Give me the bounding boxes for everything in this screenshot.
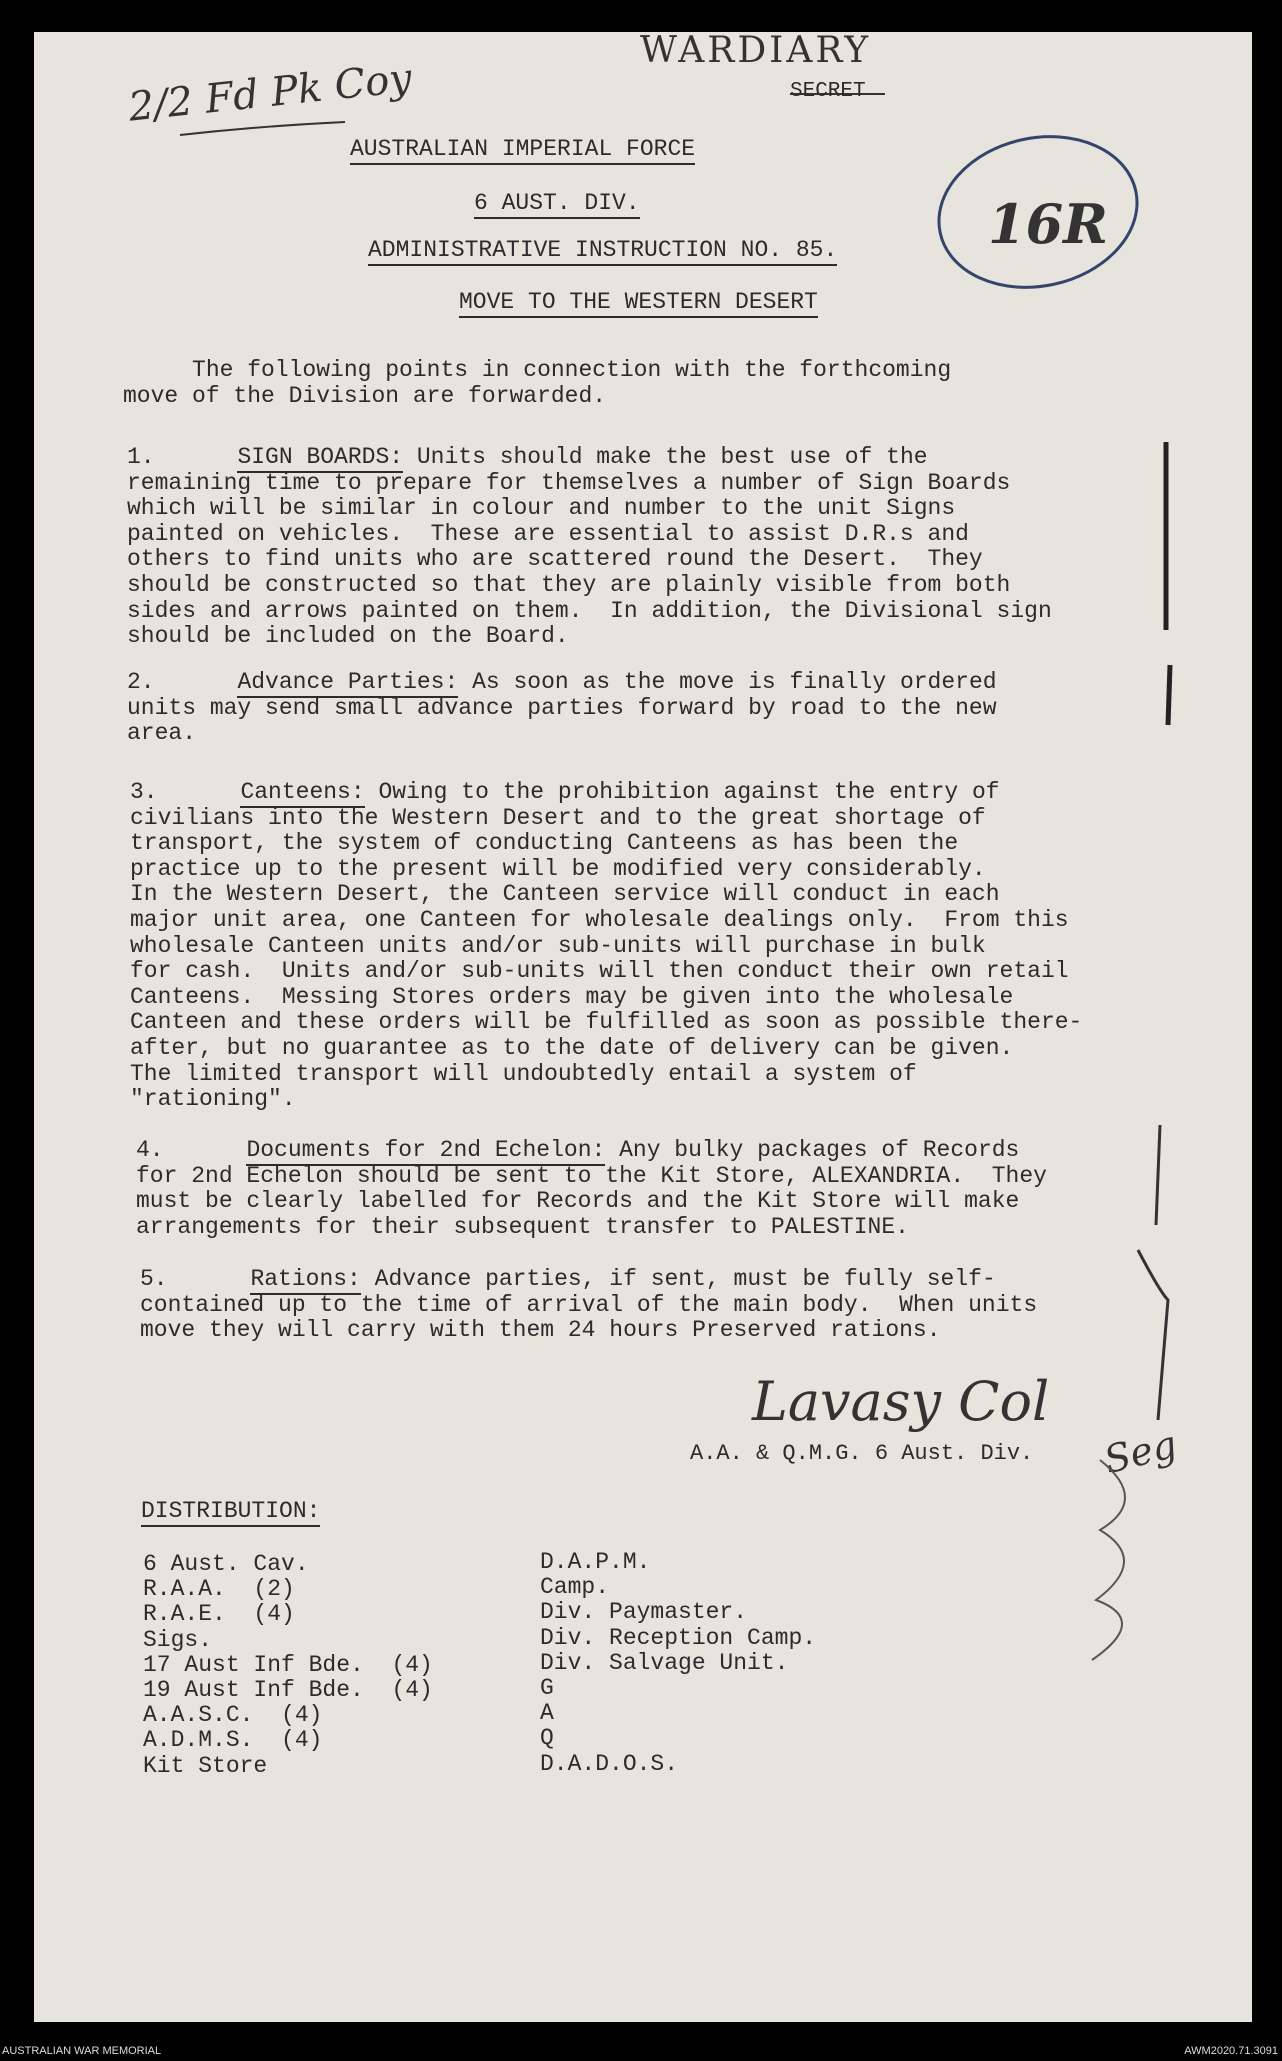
paragraph-heading: Advance Parties:	[237, 669, 458, 698]
paragraph-heading: SIGN BOARDS:	[237, 444, 403, 473]
paragraph-line: practice up to the present will be modified very considerably.	[130, 855, 986, 882]
paragraph-line: for cash. Units and/or sub-units will then conduct their own retail	[130, 958, 1069, 985]
handwritten-unit: 2/2 Fd Pk Coy	[126, 55, 414, 131]
paragraph-line: area.	[127, 720, 197, 747]
classification-label: SECRET	[790, 80, 866, 103]
distribution-item: A.A.S.C. (4)	[143, 1702, 323, 1729]
intro-paragraph	[123, 358, 1183, 409]
handwritten-war-diary: WARDIARY	[640, 30, 872, 71]
paragraph-heading: Documents for 2nd Echelon:	[246, 1137, 605, 1166]
distribution-item: A.D.M.S. (4)	[143, 1727, 323, 1754]
distribution-item: Kit Store	[143, 1752, 268, 1779]
distribution-item: D.A.D.O.S.	[540, 1750, 679, 1777]
distribution-item: Camp.	[540, 1574, 610, 1601]
paragraph-first-line: Any bulky packages of Records	[605, 1137, 1020, 1163]
distribution-item: Div. Salvage Unit.	[540, 1649, 789, 1676]
paragraph-line: arrangements for their subsequent transfer to PALESTINE.	[136, 1213, 909, 1240]
intro-line: The following points in connection with the forthcoming	[123, 357, 952, 383]
paragraph-line: units may send small advance parties forward by road to the new	[127, 694, 997, 721]
signatory-block: A.A. & Q.M.G. 6 Aust. Div.	[690, 1441, 1034, 1466]
paragraph-number: 4.	[136, 1137, 164, 1163]
distribution-item: Q	[540, 1725, 554, 1752]
paragraph-line: The limited transport will undoubtedly entail a system of	[130, 1060, 917, 1087]
paragraph-line: wholesale Canteen units and/or sub-units will purchase in bulk	[130, 932, 986, 959]
paragraph-first-line: Owing to the prohibition against the entry of	[364, 779, 1000, 805]
header-line-2: 6 AUST. DIV.	[474, 190, 640, 219]
distribution-item: Div. Paymaster.	[540, 1599, 748, 1626]
paragraph-line: sides and arrows painted on them. In addition, the Divisional sign	[127, 597, 1052, 624]
paragraph-number: 2.	[127, 669, 155, 695]
paragraph-line: "rationing".	[130, 1086, 296, 1113]
unit-underline	[180, 122, 345, 135]
paragraph-line: after, but no guarantee as to the date of delivery can be given.	[130, 1034, 1014, 1061]
paragraph-line: major unit area, one Canteen for wholesale dealings only. From this	[130, 906, 1069, 933]
paragraph-heading: Canteens:	[240, 779, 364, 808]
paragraph-line: should be included on the Board.	[127, 623, 569, 650]
handwritten-folio-number: 16R	[988, 192, 1109, 256]
paragraph-line: remaining time to prepare for themselves a number of Sign Boards	[127, 469, 1011, 496]
distribution-item: G	[540, 1675, 554, 1702]
header-line-1: AUSTRALIAN IMPERIAL FORCE	[350, 136, 695, 165]
handwritten-initials: Seg	[1099, 1421, 1182, 1483]
paragraph-line: civilians into the Western Desert and to the great shortage of	[130, 804, 986, 831]
paragraph-4	[136, 1138, 1196, 1240]
paragraph-line: painted on vehicles. These are essential to assist D.R.s and	[127, 520, 969, 547]
paragraph-line: Canteen and these orders will be fulfilled as soon as possible there-	[130, 1009, 1083, 1036]
paragraph-line: transport, the system of conducting Canteens as has been the	[130, 830, 959, 857]
paragraph-heading: Rations:	[250, 1266, 360, 1295]
paragraph-line: which will be similar in colour and number to the unit Signs	[127, 495, 956, 522]
distribution-item: R.A.E. (4)	[143, 1601, 295, 1628]
paragraph-line: others to find units who are scattered round the Desert. They	[127, 546, 983, 573]
paragraph-3	[130, 780, 1190, 1113]
footer-accession-number: AWM2020.71.3091	[1184, 2045, 1278, 2057]
footer-credit: AUSTRALIAN WAR MEMORIAL	[2, 2045, 162, 2057]
distribution-item: A	[540, 1700, 554, 1727]
paragraph-line: should be constructed so that they are plainly visible from both	[127, 571, 1011, 598]
paragraph-line: must be clearly labelled for Records and the Kit Store will make	[136, 1188, 1020, 1215]
paragraph-first-line: As soon as the move is finally ordered	[458, 669, 997, 695]
paragraph-number: 5.	[140, 1266, 168, 1292]
distribution-item: 19 Aust Inf Bde. (4)	[143, 1677, 433, 1704]
paragraph-line: move they will carry with them 24 hours Preserved rations.	[140, 1317, 941, 1344]
paragraph-5	[140, 1267, 1200, 1344]
distribution-item: 6 Aust. Cav.	[143, 1551, 309, 1577]
distribution-item: Sigs.	[143, 1626, 213, 1653]
distribution-list-right	[540, 1550, 816, 1777]
paragraph-line: for 2nd Echelon should be sent to the Kit Store, ALEXANDRIA. They	[136, 1162, 1047, 1189]
paragraph-1	[127, 445, 1187, 650]
paragraph-line: Canteens. Messing Stores orders may be given into the wholesale	[130, 983, 1014, 1010]
handwritten-signature: Lavasy Col	[752, 1370, 1050, 1433]
distribution-item: 17 Aust Inf Bde. (4)	[143, 1651, 433, 1678]
distribution-list-left	[143, 1552, 433, 1779]
distribution-item: D.A.P.M.	[540, 1549, 651, 1575]
paragraph-line: contained up to the time of arrival of the main body. When units	[140, 1291, 1038, 1318]
distribution-heading: DISTRIBUTION:	[141, 1498, 320, 1527]
distribution-item: R.A.A. (2)	[143, 1576, 295, 1603]
folio-circle	[925, 119, 1151, 305]
paragraph-first-line: Advance parties, if sent, must be fully self-	[360, 1266, 996, 1292]
intro-line: move of the Division are forwarded.	[123, 382, 607, 409]
initials-scribble	[1092, 1460, 1125, 1660]
distribution-item: Div. Reception Camp.	[540, 1624, 817, 1651]
header-line-4: MOVE TO THE WESTERN DESERT	[459, 289, 818, 318]
header-line-3: ADMINISTRATIVE INSTRUCTION NO. 85.	[368, 237, 837, 266]
paragraph-line: In the Western Desert, the Canteen service will conduct in each	[130, 881, 1000, 908]
paragraph-number: 3.	[130, 779, 158, 805]
paragraph-number: 1.	[127, 444, 155, 470]
paragraph-2	[127, 670, 1187, 747]
paragraph-first-line: Units should make the best use of the	[403, 444, 928, 470]
